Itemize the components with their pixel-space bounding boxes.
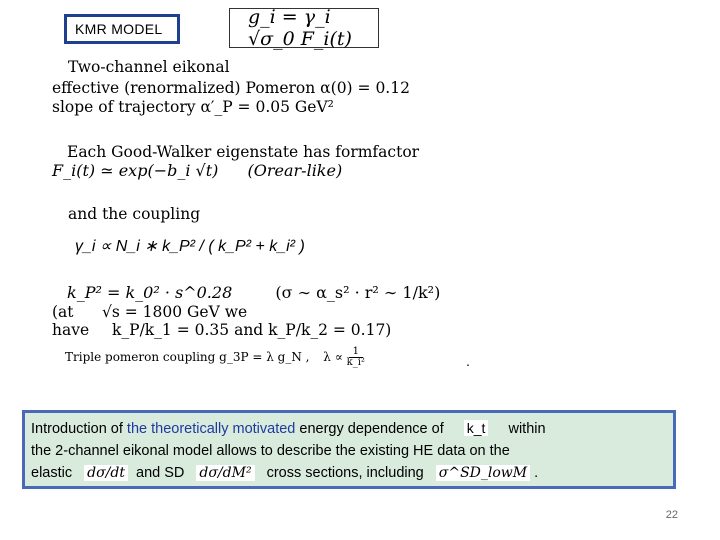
dsigma-dm2: dσ/dM²: [196, 465, 254, 481]
kp-expression: k_P² = k_0² · s^0.28: [67, 283, 233, 302]
lambda-prop: λ ∝: [323, 350, 343, 364]
sigma-expression: (σ ∼ α_s² · r² ∼ 1/k²): [275, 283, 441, 302]
summary-line-3: [31, 462, 667, 484]
model-line: Two-channel eikonal: [68, 58, 230, 76]
summary-and-sd: and SD: [136, 465, 185, 481]
formula-box: [229, 8, 379, 48]
lambda-denominator: k_i²: [346, 357, 365, 368]
summary-line-1: [31, 417, 667, 440]
ratios-line: k_P/k_1 = 0.35 and k_P/k_2 = 0.17): [112, 321, 392, 339]
summary-cross: cross sections, including: [266, 465, 424, 481]
slide-title-box: [64, 14, 180, 44]
slide-title: KMR MODEL: [75, 21, 163, 37]
slope-line: slope of trajectory α′_P = 0.05 GeV²: [52, 98, 334, 116]
coupling-formula: γ_i ∝ N_i ∗ k_P² / ( k_P² + k_i² ): [75, 238, 305, 255]
summary-line-2: the 2-channel eikonal model allows to describe the existing HE data on the: [31, 443, 510, 459]
formula-gi: g_i = γ_i √σ_0 F_i(t): [248, 6, 352, 50]
orear-label: (Orear-like): [247, 161, 343, 180]
coupling-intro: and the coupling: [68, 205, 201, 223]
kp-formula: [67, 283, 440, 302]
summary-highlight: the theoretically motivated: [126, 421, 296, 437]
sigma-sd-lowm: σ^SD_lowM: [436, 465, 530, 481]
summary-within: within: [508, 421, 546, 437]
formfactor-expression: F_i(t) ≃ exp(−b_i √t): [52, 161, 219, 180]
summary-intro: Introduction of: [31, 421, 127, 437]
good-walker-line: Each Good-Walker eigenstate has formfactor: [67, 143, 420, 161]
triple-pomeron-line: [65, 347, 365, 368]
dsigma-dt: dσ/dt: [84, 465, 128, 481]
pomeron-line: effective (renormalized) Pomeron α(0) = 0.12: [52, 79, 410, 97]
at-label: (at: [52, 303, 74, 321]
summary-box: [22, 410, 676, 489]
have-label: have: [52, 321, 90, 339]
summary-energy: energy dependence of: [295, 421, 444, 437]
triple-pomeron-text: Triple pomeron coupling g_3P = λ g_N ,: [65, 350, 310, 364]
page-number: 22: [665, 509, 678, 521]
lambda-numerator: 1: [352, 346, 359, 357]
formfactor-formula: [52, 161, 342, 180]
lambda-fraction: [347, 347, 365, 368]
energy-line: √s = 1800 GeV we: [102, 303, 248, 321]
summary-end: .: [534, 465, 539, 481]
summary-elastic: elastic: [31, 465, 73, 481]
stray-dot: .: [466, 353, 470, 369]
kt-symbol: k_t: [464, 420, 489, 436]
